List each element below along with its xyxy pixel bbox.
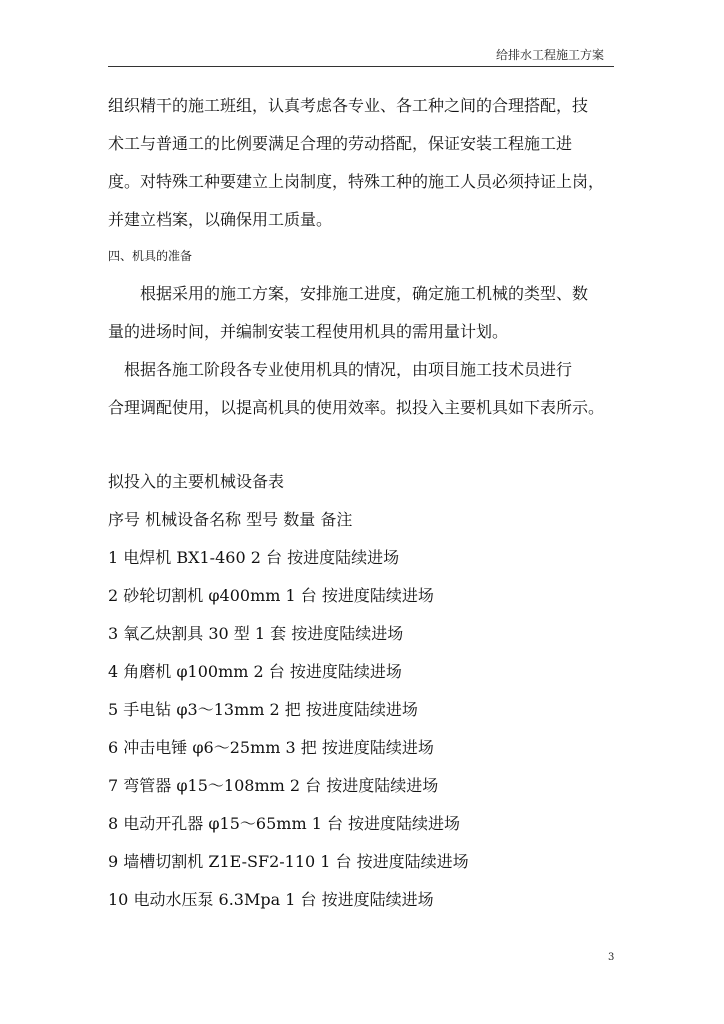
paragraph-line: 根据各施工阶段各专业使用机具的情况，由项目施工技术员进行: [124, 360, 573, 379]
table-row: 5 手电钻 φ3～13mm 2 把 按进度陆续进场: [108, 700, 418, 719]
table-row: 9 墙槽切割机 Z1E-SF2-110 1 台 按进度陆续进场: [108, 852, 469, 871]
table-row: 8 电动开孔器 φ15～65mm 1 台 按进度陆续进场: [108, 814, 461, 833]
table-row: 7 弯管器 φ15～108mm 2 台 按进度陆续进场: [108, 776, 439, 795]
document-title: 给排水工程施工方案: [495, 48, 604, 62]
section-heading: 四、机具的准备: [108, 249, 193, 263]
table-title: 拟投入的主要机械设备表: [108, 472, 285, 491]
table-row: 10 电动水压泵 6.3Mpa 1 台 按进度陆续进场: [108, 890, 434, 909]
paragraph-line: 度。对特殊工种要建立上岗制度，特殊工种的施工人员必须持证上岗，: [108, 172, 605, 191]
table-row: 3 氧乙炔割具 30 型 1 套 按进度陆续进场: [108, 624, 404, 643]
paragraph-line: 术工与普通工的比例要满足合理的劳动搭配，保证安装工程施工进: [108, 134, 573, 153]
table-row: 4 角磨机 φ100mm 2 台 按进度陆续进场: [108, 662, 402, 681]
paragraph-line: 组织精干的施工班组，认真考虑各专业、各工种之间的合理搭配，技: [108, 96, 589, 115]
paragraph-line: 量的进场时间，并编制安装工程使用机具的需用量计划。: [108, 322, 509, 341]
table-header: 序号 机械设备名称 型号 数量 备注: [108, 510, 353, 529]
table-row: 6 冲击电锤 φ6～25mm 3 把 按进度陆续进场: [108, 738, 434, 757]
page-header: [108, 46, 614, 67]
paragraph-line: 合理调配使用，以提高机具的使用效率。拟投入主要机具如下表所示。: [108, 398, 605, 417]
page-number: 3: [608, 952, 615, 963]
table-row: 2 砂轮切割机 φ400mm 1 台 按进度陆续进场: [108, 586, 434, 605]
table-row: 1 电焊机 BX1-460 2 台 按进度陆续进场: [108, 548, 400, 567]
paragraph-line: 并建立档案，以确保用工质量。: [108, 210, 333, 229]
paragraph-line: 根据采用的施工方案，安排施工进度，确定施工机械的类型、数: [140, 284, 589, 303]
